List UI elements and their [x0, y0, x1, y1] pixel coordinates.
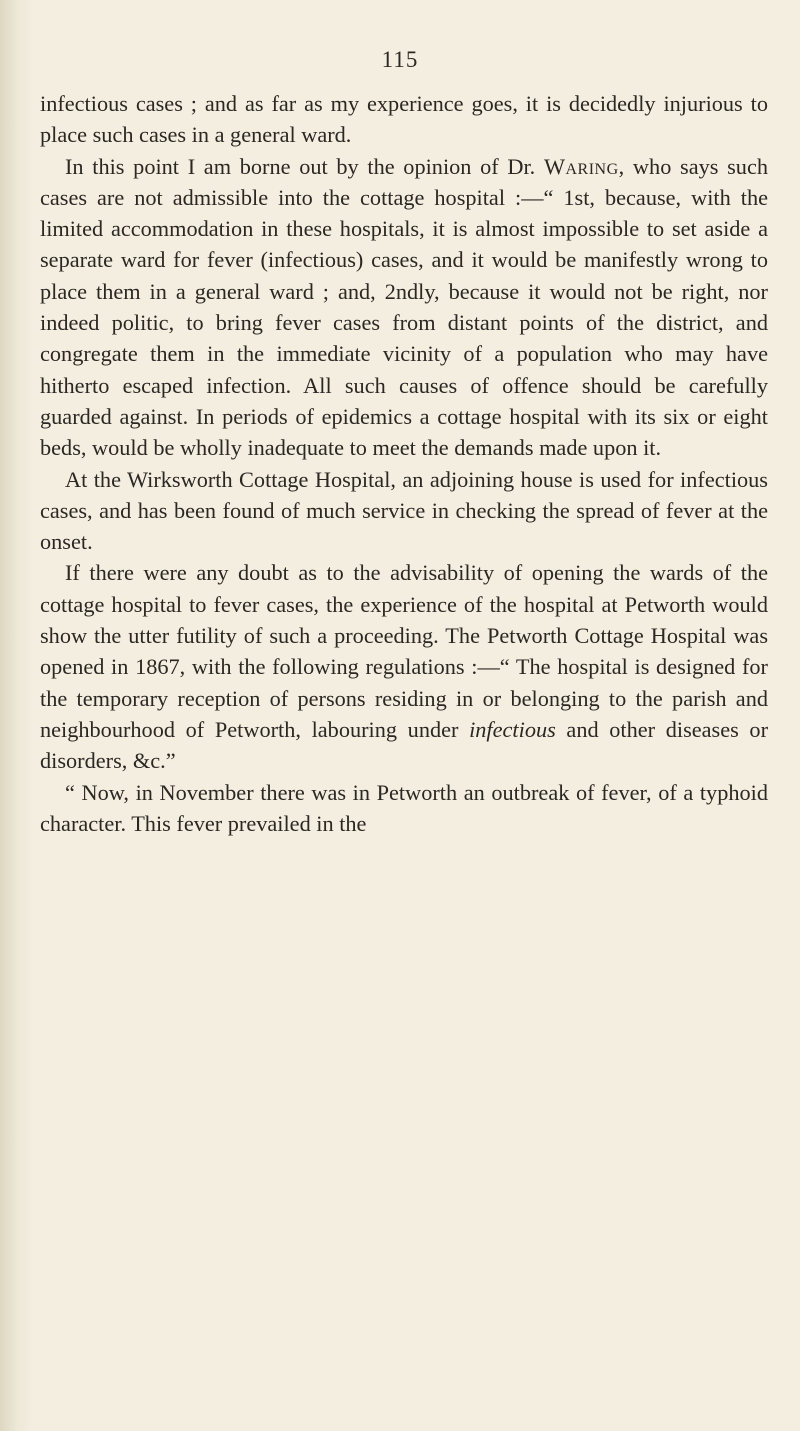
italic-term: infectious: [469, 716, 556, 742]
paragraph-wirksworth: At the Wirksworth Cottage Hospital, an adjoining house is used for infectious cases, and has been found of much service in checking the spread of fever at the onset.: [40, 466, 768, 555]
paragraph-text: In this point I am borne out by the opinion of Dr.: [65, 153, 544, 179]
paragraph-petworth: [40, 557, 768, 776]
paragraph-text: and other diseases or disorders, &c.”: [40, 716, 769, 774]
author-name: Waring: [543, 153, 619, 179]
paragraph-text: If there were any doubt as to the advisability of opening the wards of the cottage hospital to fever cases, the experience of the hospital at Petworth would show the utter futility of such a proceeding. The Petworth Cottage Hospital was opened in 1867, with the following regulations :—“ The hospital is designed for the temporary reception of persons residing in or belonging to the parish and neighbourhood of Petworth, labouring under: [40, 560, 768, 742]
page-number: 115: [381, 47, 419, 72]
paragraph-continuation: infectious cases ; and as far as my experience goes, it is decidedly injurious to place such cases in a general ward.: [40, 91, 768, 148]
paragraph-november-outbreak: “ Now, in November there was in Petworth an outbreak of fever, of a typhoid character. This fever prevailed in the: [40, 779, 768, 836]
paragraph-text: , who says such cases are not admissible into the cottage hospital :—“ 1st, because, with the limited accommodation in these hospitals, it is almost impossible to set aside a separate ward for fever (infectious) cases, and it would be manifestly wrong to place them in a general ward ; and, 2ndly, because it would not be right, nor indeed politic, to bring fever cases from distant points of the district, and congregate them in the immediate vicinity of a population who may have hitherto escaped infection. All such causes of offence should be carefully guarded against. In periods of epidemics a cottage hospital with its six or eight beds, would be wholly inadequate to meet the demands made upon it.: [40, 153, 768, 461]
paragraph-waring-opinion: [40, 151, 768, 464]
body-text: [40, 88, 768, 839]
